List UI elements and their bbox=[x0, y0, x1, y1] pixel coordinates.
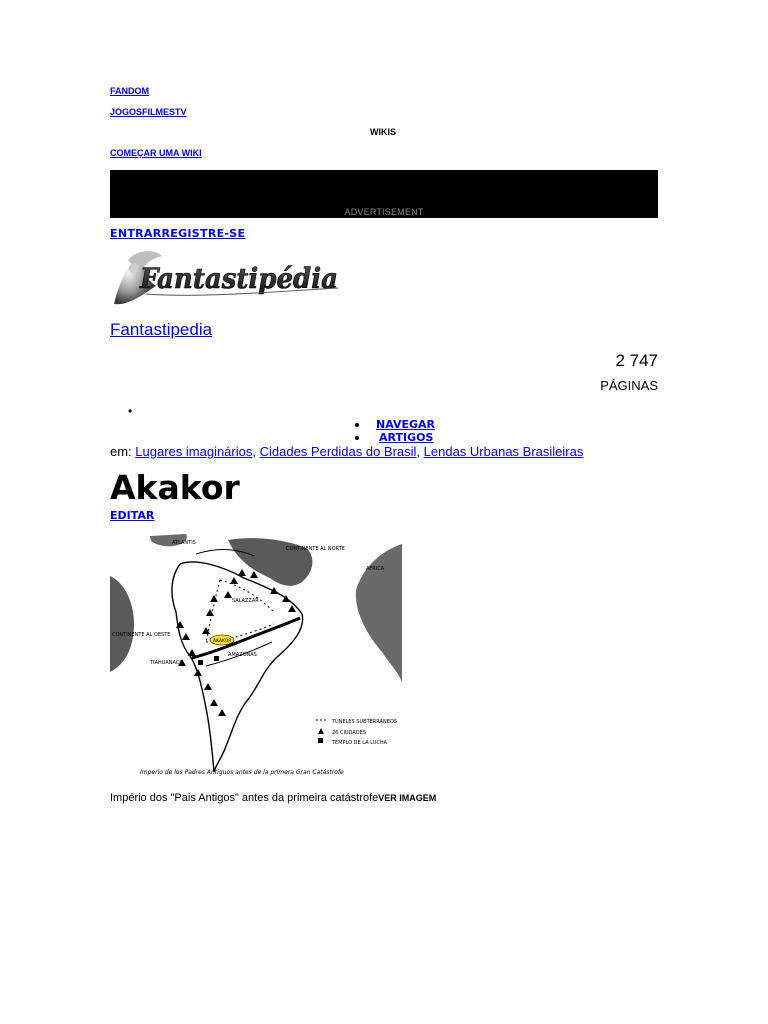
games-movies-tv-link[interactable]: JOGOSFILMESTV bbox=[110, 107, 187, 117]
page-count: 2 747 bbox=[615, 351, 658, 370]
bullet-icon bbox=[355, 436, 359, 440]
empty-list-item: • bbox=[128, 404, 133, 418]
svg-text:TEMPLO DE LA LUCHA: TEMPLO DE LA LUCHA bbox=[332, 740, 388, 746]
sign-in-link[interactable]: ENTRAR bbox=[110, 227, 162, 240]
wiki-name-link[interactable]: Fantastipedia bbox=[110, 320, 213, 339]
category-prefix: em: bbox=[110, 444, 136, 459]
category-link[interactable]: Cidades Perdidas do Brasil bbox=[259, 444, 417, 459]
svg-text:Fantastipédia: Fantastipédia bbox=[139, 262, 338, 295]
svg-text:TIAHUANACO: TIAHUANACO bbox=[150, 660, 184, 666]
nav-item-explore bbox=[355, 418, 435, 431]
nav-item-articles bbox=[355, 431, 435, 444]
fandom-link[interactable]: FANDOM bbox=[110, 86, 149, 96]
bullet-icon bbox=[355, 423, 359, 427]
svg-text:AMAZONAS: AMAZONAS bbox=[228, 652, 257, 658]
svg-text:CONTINENTE AL NORTE: CONTINENTE AL NORTE bbox=[286, 546, 345, 552]
svg-text:SALAZZAR: SALAZZAR bbox=[232, 598, 259, 604]
category-link[interactable]: Lendas Urbanas Brasileiras bbox=[423, 444, 584, 459]
local-navigation bbox=[355, 418, 435, 444]
category-list: em: Lugares imaginários, Cidades Perdidas do Brasil, Lendas Urbanas Brasileiras bbox=[110, 444, 584, 459]
page-count-label: PÁGINAS bbox=[600, 378, 658, 393]
category-link[interactable]: Lugares imaginários bbox=[135, 444, 253, 459]
svg-text:ATLANTIS: ATLANTIS bbox=[172, 540, 196, 546]
svg-text:TÚNELES SUBTERRÁNEOS: TÚNELES SUBTERRÁNEOS bbox=[332, 719, 397, 725]
caption-text: Império dos "Pais Antigos" antes da primeira catástrofe bbox=[110, 792, 379, 804]
advertisement-banner bbox=[110, 170, 658, 218]
article-map-image[interactable] bbox=[110, 532, 402, 780]
view-image-link[interactable]: VER IMAGEM bbox=[378, 793, 437, 803]
explore-link[interactable]: NAVEGAR bbox=[376, 418, 436, 431]
start-wiki-link[interactable]: COMEÇAR UMA WIKI bbox=[110, 148, 202, 158]
svg-text:AKAKOR: AKAKOR bbox=[213, 639, 232, 644]
register-link[interactable]: REGISTRE-SE bbox=[161, 227, 246, 240]
auth-links bbox=[110, 227, 245, 240]
page-title: Akakor bbox=[110, 468, 240, 507]
svg-text:Imperio de los Padres Antiguos: Imperio de los Padres Antiguos antes de la primera Gran Catástrofe bbox=[140, 769, 344, 776]
edit-button[interactable]: EDITAR bbox=[110, 509, 155, 522]
advertisement-label: ADVERTISEMENT bbox=[344, 207, 424, 217]
image-caption bbox=[110, 792, 436, 804]
articles-link[interactable]: ARTIGOS bbox=[379, 431, 434, 444]
map-drawing bbox=[110, 532, 402, 780]
wiki-logo[interactable] bbox=[110, 248, 342, 312]
svg-text:AFRICA: AFRICA bbox=[366, 566, 385, 572]
svg-text:CONTINENTE AL OESTE: CONTINENTE AL OESTE bbox=[112, 632, 171, 638]
svg-text:26 CIUDADES: 26 CIUDADES bbox=[332, 730, 366, 736]
wiki-logo-image bbox=[110, 248, 342, 312]
wikis-menu[interactable]: WIKIS bbox=[370, 127, 396, 137]
